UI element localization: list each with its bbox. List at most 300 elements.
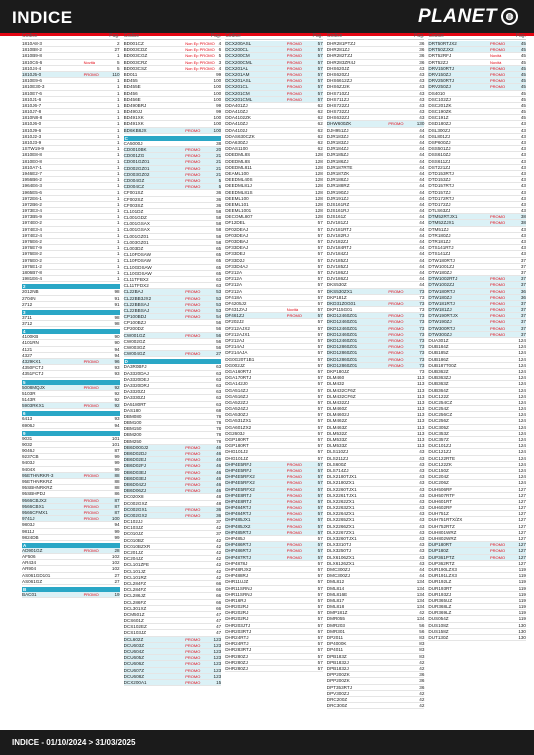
product-code: CL001GDZ xyxy=(123,215,147,221)
page-number: 124 xyxy=(518,430,526,436)
page-number: 100 xyxy=(213,115,222,121)
product-code: CL22BB3JX2 xyxy=(123,295,152,301)
product-code: DGA522ZJ xyxy=(225,399,248,405)
product-tag xyxy=(185,408,207,413)
page-number: 119 xyxy=(518,585,526,591)
product-code: 1810J1-6 xyxy=(22,96,42,102)
page-number: 128 xyxy=(315,195,323,201)
page-number: 43 xyxy=(419,554,425,560)
product-tag xyxy=(287,332,309,337)
product-code: DML812 xyxy=(326,579,345,585)
product-tag xyxy=(287,388,309,393)
product-tag xyxy=(388,103,410,108)
page-number: 128 xyxy=(315,183,323,189)
product-code: DTW190RTJX xyxy=(428,313,458,319)
page-number: 45 xyxy=(520,96,526,102)
product-code: DHP487RTJ xyxy=(225,554,251,560)
product-tag: PROMO xyxy=(489,276,506,282)
product-code: 1810N8-8 xyxy=(22,115,43,121)
product-code: DPP200ZK xyxy=(326,672,350,678)
page-number: 42 xyxy=(216,550,222,555)
product-tag: PROMO xyxy=(185,655,201,661)
page-number: 57 xyxy=(317,356,323,362)
product-code: 1810J9-6 xyxy=(22,127,42,133)
product-tag xyxy=(287,159,309,164)
page-number: 5 xyxy=(218,177,222,183)
page-number: 56 xyxy=(216,320,222,326)
product-code: DRT52ZJ xyxy=(428,59,448,65)
page-number: 44 xyxy=(419,263,425,269)
product-tag xyxy=(84,121,106,126)
product-code: DUH751RTX/ZX xyxy=(428,517,463,523)
product-tag xyxy=(490,536,512,541)
page-number: 57 xyxy=(317,467,323,473)
product-tag: PROMO xyxy=(83,359,99,364)
product-tag xyxy=(388,437,410,442)
product-code: DTS141ZJ xyxy=(428,251,451,257)
page-number: 43 xyxy=(419,486,425,492)
product-code: DF212AJX2 xyxy=(225,325,250,331)
page-number: 94 xyxy=(114,352,120,358)
product-code: DRT50ZJX2 xyxy=(428,47,454,53)
page-number: 78 xyxy=(216,420,222,426)
product-tag: PROMO xyxy=(489,325,506,331)
page-number: 43 xyxy=(419,461,425,467)
product-code: DTD157RTJ xyxy=(428,183,454,189)
product-tag xyxy=(388,375,410,380)
product-code: 1956B6-2 xyxy=(22,177,42,183)
product-tag: PROMO xyxy=(185,506,201,512)
page-number: 98 xyxy=(114,321,120,327)
product-tag xyxy=(490,177,512,182)
product-tag xyxy=(84,302,106,307)
product-tag: PROMO xyxy=(185,351,201,357)
page-number: 45 xyxy=(520,65,526,71)
brand-logo xyxy=(418,5,518,28)
product-code: DUR365UZ xyxy=(428,597,453,603)
product-tag: PROMO xyxy=(185,147,201,152)
product-tag: Non Ep PROMO xyxy=(185,65,215,71)
product-tag xyxy=(388,91,410,96)
product-tag: PROMO xyxy=(489,41,506,46)
product-tag xyxy=(287,400,309,405)
product-code: 5103R xyxy=(22,390,36,396)
product-code: DECOML807 xyxy=(225,214,253,220)
product-code: CA5000J xyxy=(123,140,143,146)
product-tag xyxy=(185,395,207,400)
page-number: 57 xyxy=(317,220,323,226)
product-tag xyxy=(185,420,207,425)
product-code: CP200DZ xyxy=(123,326,144,332)
product-code: DHS620JZ xyxy=(326,65,350,71)
page-number: 73 xyxy=(419,294,425,300)
product-code: DLS110ZJ xyxy=(326,449,349,455)
product-tag xyxy=(388,598,410,603)
product-code: DMP181Z xyxy=(326,610,348,616)
product-code: DC103JZ xyxy=(123,525,143,531)
product-tag xyxy=(287,635,309,640)
page-number: 37 xyxy=(520,307,526,313)
product-code: DA3320DAJ xyxy=(123,370,149,376)
product-code: DCL284FZ xyxy=(123,587,147,593)
product-tag xyxy=(388,78,410,83)
product-code: DTLS63ZJ xyxy=(428,208,451,214)
product-code: DHP4E5RFJ xyxy=(225,461,252,467)
page-number: 43 xyxy=(520,152,526,158)
page-number: 37 xyxy=(520,269,526,275)
product-tag xyxy=(490,437,512,442)
product-code: 95ETHNRKRZ xyxy=(22,479,53,484)
product-tag xyxy=(490,381,512,386)
product-tag xyxy=(287,239,309,244)
page-number: 127 xyxy=(518,536,526,541)
product-tag xyxy=(388,505,410,510)
page-header: Pag. xyxy=(312,33,323,39)
page-number: 57 xyxy=(317,498,323,504)
page-number: 44 xyxy=(419,208,425,214)
page-number: 130 xyxy=(416,121,425,127)
product-tag xyxy=(84,134,106,139)
product-tag xyxy=(84,190,106,195)
page-number: 57 xyxy=(317,47,323,53)
product-code: DF202J2 xyxy=(225,319,244,325)
product-tag: PROMO xyxy=(388,313,404,319)
index-row xyxy=(22,592,120,598)
product-tag xyxy=(490,258,512,263)
product-tag xyxy=(185,494,207,499)
product-tag xyxy=(388,388,410,393)
product-code: DLM533Z xyxy=(326,437,347,442)
product-code: DBM250 xyxy=(123,438,142,444)
product-code: DSS610ZJ xyxy=(428,152,451,158)
product-code: DLX2267ZX1 xyxy=(326,529,355,535)
page-number: 101 xyxy=(111,435,120,441)
product-tag xyxy=(490,239,512,244)
page-number: 45 xyxy=(520,53,526,59)
product-code: DEEML1001 xyxy=(225,208,252,214)
product-code: DC010JZ xyxy=(123,531,143,537)
product-tag xyxy=(185,562,207,567)
product-tag xyxy=(185,525,207,530)
product-code: DF02DEAJ xyxy=(225,226,249,232)
product-code: BD490JJ xyxy=(123,109,143,115)
page-number: 43 xyxy=(520,121,526,127)
product-code: 2712 xyxy=(22,301,33,307)
page-number: 53 xyxy=(216,307,222,313)
product-tag: PROMO xyxy=(489,331,506,337)
index-row xyxy=(428,635,526,641)
product-code: 1976E6-2 xyxy=(22,239,42,244)
index-row xyxy=(22,403,120,409)
product-tag: PROMO xyxy=(185,289,201,295)
product-tag xyxy=(287,338,309,343)
page-number: 62 xyxy=(317,146,323,152)
product-code: DLM460 xyxy=(326,375,345,381)
page-number: 63 xyxy=(216,395,222,401)
product-tag xyxy=(388,586,410,591)
page-number: 54 xyxy=(216,314,222,320)
page-number: 57 xyxy=(317,628,323,634)
product-tag xyxy=(388,60,410,65)
product-tag xyxy=(388,610,410,615)
page-number: 127 xyxy=(518,529,526,535)
product-code: DHG101J2 xyxy=(225,449,248,455)
product-tag: PROMO xyxy=(286,542,302,548)
page-number: 56 xyxy=(216,345,222,350)
product-tag xyxy=(388,493,410,498)
product-code: DJR191ZJ xyxy=(326,195,349,201)
product-code: DB6D000J2 xyxy=(123,444,149,450)
product-tag xyxy=(287,412,309,417)
product-tag xyxy=(84,340,106,345)
product-code: CF001SZ xyxy=(123,190,144,196)
product-tag: PROMO xyxy=(286,486,302,492)
product-tag xyxy=(287,214,309,219)
column-header xyxy=(22,32,120,40)
product-tag: PROMO xyxy=(83,71,99,77)
page-number: 124 xyxy=(518,437,526,442)
product-code: DCL286JZ xyxy=(123,593,146,599)
product-tag xyxy=(287,449,309,454)
product-code: DTD153RTJ xyxy=(428,170,454,176)
page-number: 46 xyxy=(216,475,222,481)
product-code: DEAML100 xyxy=(225,170,249,176)
product-tag: PROMO xyxy=(388,300,404,306)
page-number: 113 xyxy=(417,393,425,399)
product-code: DA3320DEJ xyxy=(123,376,149,382)
product-tag xyxy=(490,586,512,591)
page-number: 1 xyxy=(117,109,120,115)
product-tag xyxy=(388,47,410,52)
product-code: DKP180JZ xyxy=(326,368,350,374)
product-code: DLX2264ZX1 xyxy=(326,511,355,517)
product-code: DG2603J xyxy=(225,430,245,436)
section-letter: A xyxy=(22,543,120,548)
product-code: CW004GZ xyxy=(123,351,146,357)
page-number: 78 xyxy=(216,413,222,419)
product-tag xyxy=(287,258,309,263)
page-number: 127 xyxy=(518,486,526,492)
page-number: 124 xyxy=(518,344,526,350)
index-column-4 xyxy=(327,32,425,728)
product-code: DCU604Z xyxy=(123,649,145,654)
page-number: 78 xyxy=(216,432,222,438)
product-code: CL10GDSAW xyxy=(123,270,152,276)
product-tag: PROMO xyxy=(185,457,201,463)
product-tag: PROMO xyxy=(286,41,302,46)
product-code: DDA401ZJ xyxy=(225,102,248,108)
product-code: 95SBHNRKRZ xyxy=(22,485,53,491)
product-tag: PROMO xyxy=(185,488,201,494)
product-code: 1810J6-0 xyxy=(22,121,42,127)
product-tag xyxy=(388,208,410,213)
page-number: 44 xyxy=(419,566,425,572)
product-code: DHR280ZJ xyxy=(225,659,248,665)
product-code: CW001GZ xyxy=(123,332,146,338)
page-number: 57 xyxy=(317,71,323,77)
product-tag: PROMO xyxy=(286,53,302,59)
product-code: 4100KB xyxy=(22,334,39,340)
product-code: DHG101JZ xyxy=(225,455,249,461)
page-number: 27 xyxy=(114,572,120,578)
page-number: 73 xyxy=(419,300,425,306)
index-row xyxy=(22,535,120,541)
page-number: 57 xyxy=(317,245,323,251)
product-code: DUP361PTZ xyxy=(428,554,455,560)
page-number: 127 xyxy=(518,511,526,517)
page-number: 134 xyxy=(416,616,425,622)
product-code: DCL101ZFE xyxy=(123,562,150,568)
page-header: Pag. xyxy=(109,33,120,39)
page-number: 57 xyxy=(317,41,323,46)
product-code: CD001GZ01 xyxy=(123,159,150,165)
product-tag xyxy=(287,394,309,399)
product-code: DDA4102J xyxy=(225,127,248,133)
product-code: DA3320ZJ xyxy=(123,389,146,395)
product-code: DCX201ASL xyxy=(225,78,252,84)
product-tag xyxy=(388,220,410,225)
page-number: 101 xyxy=(111,441,120,447)
page-number: 44 xyxy=(419,573,425,579)
product-tag xyxy=(490,103,512,108)
product-tag xyxy=(185,246,207,251)
product-code: DUA301Z xyxy=(428,338,449,343)
product-code: DGA601ZX2 xyxy=(225,424,252,430)
page-number: 63 xyxy=(216,276,222,282)
product-code: DTR180ZJ xyxy=(428,232,451,238)
product-tag xyxy=(490,270,512,275)
product-code: DUH602RF xyxy=(428,505,453,511)
product-tag xyxy=(287,363,309,368)
product-code: DC002GXZ xyxy=(123,500,148,506)
product-tag xyxy=(388,672,410,677)
page-number: 44 xyxy=(419,164,425,170)
page-number: 78 xyxy=(216,426,222,432)
page-number: 57 xyxy=(317,517,323,523)
page-number: 123 xyxy=(213,636,222,642)
product-code: BD003CGZ xyxy=(123,53,148,59)
page-number: 128 xyxy=(315,201,323,207)
page-number: 43 xyxy=(419,560,425,566)
product-code: DA3330ZJ xyxy=(123,395,146,401)
product-code: DSL801ZJ xyxy=(428,133,451,139)
product-tag xyxy=(388,703,410,708)
page-number: 43 xyxy=(419,492,425,498)
page-number: 58 xyxy=(216,227,222,233)
page-number: 44 xyxy=(419,232,425,238)
product-code: DPB1832J xyxy=(326,659,349,665)
page-number: 36 xyxy=(419,678,425,684)
product-code: DGA160RTJ xyxy=(225,368,252,374)
page-number: 57 xyxy=(317,288,323,294)
product-code: 9403J xyxy=(22,460,35,466)
product-tag xyxy=(388,567,410,572)
product-code: 4121 xyxy=(22,346,33,352)
product-code: DHR282TZJ xyxy=(326,53,353,59)
product-tag xyxy=(84,258,106,263)
product-tag xyxy=(287,140,309,145)
page-number: 1 xyxy=(117,121,120,127)
product-code: DHR283ZR4J xyxy=(326,59,356,65)
product-tag xyxy=(84,416,106,421)
page-number: 119 xyxy=(518,566,526,572)
section-letter: 3 xyxy=(22,310,120,315)
page-number: 1 xyxy=(117,152,120,158)
page-number: 57 xyxy=(317,257,323,263)
product-tag xyxy=(287,443,309,448)
page-number: 62 xyxy=(317,127,323,133)
page-number: 99 xyxy=(114,466,120,472)
product-code: DLX6126ZX1 xyxy=(326,560,355,566)
page-number: 73 xyxy=(419,307,425,313)
product-code: 4350FCTJ xyxy=(22,365,44,371)
product-tag xyxy=(388,548,410,553)
product-tag xyxy=(388,146,410,151)
product-tag xyxy=(185,203,207,208)
product-tag: PROMO xyxy=(185,469,201,475)
product-code: DUH752RTZ xyxy=(428,523,455,529)
product-tag xyxy=(490,264,512,269)
page-number: 73 xyxy=(419,368,425,374)
page-number: 119 xyxy=(518,604,526,610)
product-tag xyxy=(287,456,309,461)
product-tag xyxy=(185,345,207,350)
product-tag xyxy=(84,442,106,447)
product-code: 1810E30-3 xyxy=(22,84,45,90)
product-tag xyxy=(490,623,512,628)
product-code: DF418A xyxy=(225,294,243,300)
product-tag: PROMO xyxy=(185,642,201,648)
index-row xyxy=(124,351,222,357)
page-number: 63 xyxy=(216,364,222,370)
product-code: DHS620ZJ xyxy=(326,71,350,77)
page-number: 57 xyxy=(317,424,323,430)
product-code: DUC254CZ xyxy=(428,399,453,405)
page-number: 124 xyxy=(518,381,526,387)
product-tag xyxy=(287,264,309,269)
product-tag xyxy=(388,499,410,504)
section-letter: 6 xyxy=(22,411,120,416)
product-code: DKD31Z0G01 xyxy=(326,300,356,306)
product-code: DML818 xyxy=(326,604,345,610)
page-number: 57 xyxy=(317,319,323,325)
page-number: 57 xyxy=(317,344,323,350)
page-number: 134 xyxy=(416,579,425,585)
product-tag xyxy=(490,462,512,467)
product-code: DF212A xyxy=(225,276,243,282)
page-number: 127 xyxy=(518,498,526,504)
product-tag xyxy=(287,177,309,182)
product-code: DGA524ZJ xyxy=(225,406,248,412)
page-number: 57 xyxy=(317,331,323,337)
page-number: 44 xyxy=(419,282,425,288)
product-code: DCL284FZ xyxy=(123,580,147,586)
product-tag: PROMO xyxy=(489,542,506,548)
product-tag xyxy=(185,501,207,506)
product-code: DCX200CM xyxy=(225,53,250,59)
product-tag: PROMO xyxy=(286,65,302,71)
page-number: 58 xyxy=(216,215,222,221)
product-code: DHP4E8RTJ xyxy=(225,492,252,498)
product-code: 1972E6-1 xyxy=(22,195,42,201)
page-number: 42 xyxy=(419,610,425,616)
product-tag xyxy=(185,569,207,574)
page-number: 100 xyxy=(213,121,222,127)
product-code: 1973B5-9 xyxy=(22,214,42,220)
product-tag xyxy=(388,425,410,430)
page-number: 36 xyxy=(419,59,425,65)
product-code: DTW180RTJ xyxy=(428,257,455,263)
